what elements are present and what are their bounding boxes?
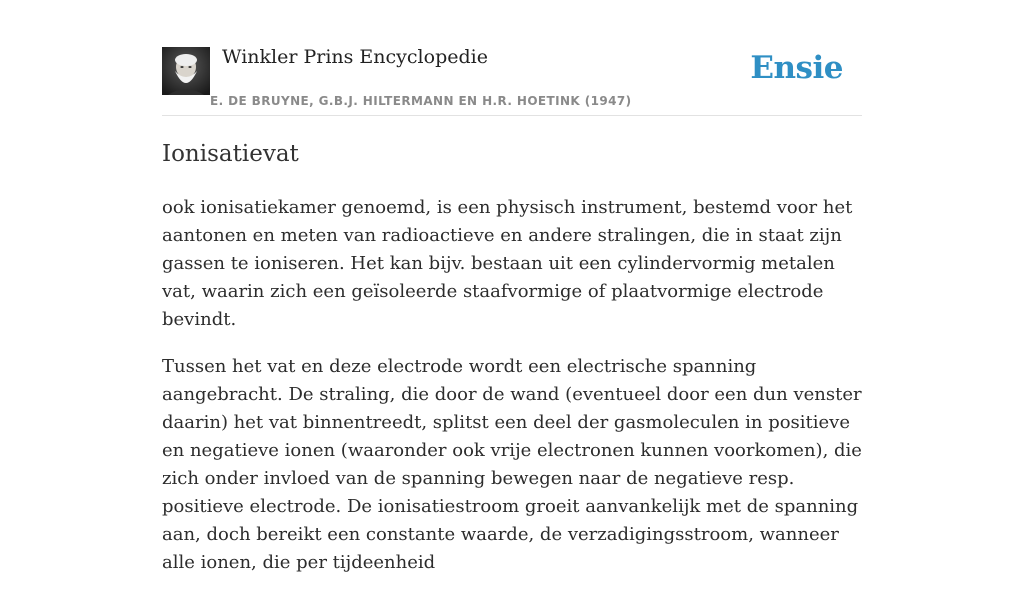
author-avatar[interactable] bbox=[162, 47, 210, 95]
article-paragraph-2: Tussen het vat en deze electrode wordt een electrische spanning aangebracht. De straling, die door de wand (eventueel door een dun venster daarin) het vat binnentreedt, splitst een deel der gasmoleculen in positieve en negatieve ionen (waaronder ook vrije electronen kunnen voorkomen), die zich onder invloed van de spanning bewegen naar de negatieve resp. positieve electrode. De ionisatiestroom groeit aanvankelijk met de spanning aan, doch bereikt een constante waarde, de verzadigingsstroom, wanneer alle ionen, die per tijdeenheid bbox=[162, 356, 862, 573]
author-portrait-icon bbox=[162, 47, 210, 95]
source-authors: E. DE BRUYNE, G.B.J. HILTERMANN EN H.R. HOETINK (1947) bbox=[210, 94, 632, 108]
source-header bbox=[162, 44, 862, 116]
article-title: Ionisatievat bbox=[162, 141, 299, 167]
article bbox=[162, 138, 862, 596]
article-paragraph-1: ook ionisatiekamer genoemd, is een physisch instrument, bestemd voor het aantonen en meten van radioactieve en andere stralingen, die in staat zijn gassen te ioniseren. Het kan bijv. bestaan uit een cylindervormig metalen vat, waarin zich een geïsoleerde staafvormige of plaatvormige electrode bevindt. bbox=[162, 197, 853, 330]
ensie-logo-link[interactable]: Ensie bbox=[750, 50, 843, 86]
source-title[interactable]: Winkler Prins Encyclopedie bbox=[222, 46, 488, 68]
